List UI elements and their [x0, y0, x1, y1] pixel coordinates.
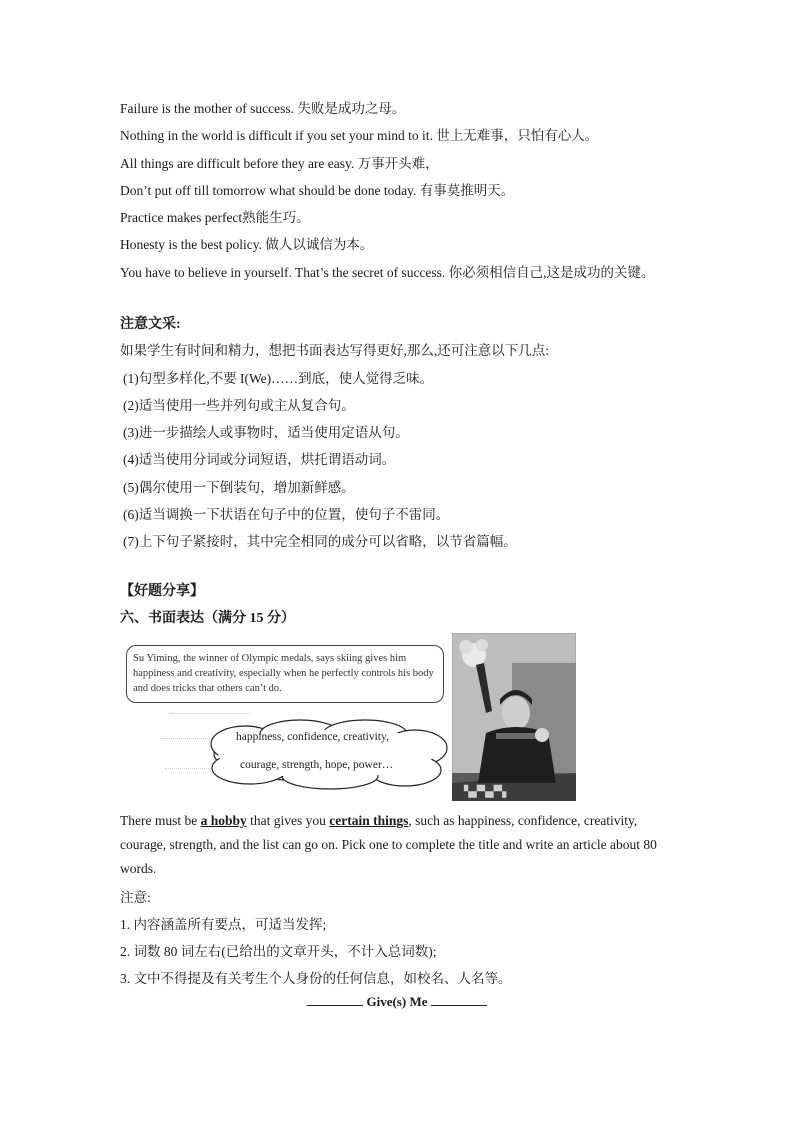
- share-heading: 【好题分享】: [120, 584, 204, 599]
- task-title: 六、书面表达（满分 15 分）: [120, 611, 295, 626]
- essay-title: [0, 993, 794, 1010]
- style-tip: (3)进一步描绘人或事物时，适当使用定语从句。: [123, 425, 409, 440]
- prompt-text: There must be: [120, 813, 201, 828]
- proverb-line: All things are difficult before they are easy. 万事开头难，: [120, 156, 439, 171]
- title-blank-right[interactable]: [431, 993, 487, 1006]
- style-tip: (6)适当调换一下状语在句子中的位置，使句子不雷同。: [123, 507, 450, 522]
- task-prompt: [120, 809, 665, 881]
- notes-heading: 注意:: [120, 890, 151, 905]
- proverb-line: Don’t put off till tomorrow what should be done today. 有事莫推明天。: [120, 183, 515, 198]
- style-tip: (7)上下句子紧接时，其中完全相同的成分可以省略，以节省篇幅。: [123, 534, 517, 549]
- proverb-line: You have to believe in yourself. That’s the secret of success. 你必须相信自己,这是成功的关键。: [120, 265, 655, 280]
- title-blank-left[interactable]: [307, 993, 363, 1006]
- proverb-line: Nothing in the world is difficult if you set your mind to it. 世上无难事，只怕有心人。: [120, 128, 599, 143]
- style-tip: (5)偶尔使用一下倒装句，增加新鲜感。: [123, 480, 355, 495]
- idea-cloud: [200, 718, 452, 790]
- prompt-keyword-hobby: a hobby: [200, 813, 247, 828]
- note-item: 2. 词数 80 词左右(已给出的文章开头，不计入总词数);: [120, 944, 437, 959]
- style-heading: 注意文采:: [120, 317, 181, 332]
- note-item: 3. 文中不得提及有关考生个人身份的任何信息，如校名、人名等。: [120, 971, 512, 986]
- cloud-words-line1: happiness, confidence, creativity,: [236, 731, 389, 743]
- cloud-words-line2: courage, strength, hope, power…: [240, 759, 394, 771]
- athlete-photo: [452, 633, 576, 801]
- proverb-line: Practice makes perfect熟能生巧。: [120, 210, 310, 225]
- faint-scan-mark: [170, 713, 250, 715]
- style-tip: (1)句型多样化,不要 I(We)……到底，使人觉得乏味。: [123, 371, 434, 386]
- prompt-text: that gives you: [246, 813, 330, 828]
- style-tip: (2)适当使用一些并列句或主从复合句。: [123, 398, 355, 413]
- style-intro: 如果学生有时间和精力，想把书面表达写得更好,那么,还可注意以下几点:: [120, 343, 549, 358]
- photo-banner-glyphs: ▚▞▚▞▚: [464, 786, 507, 798]
- note-item: 1. 内容涵盖所有要点，可适当发挥;: [120, 917, 327, 932]
- task-figure: [120, 633, 578, 803]
- proverb-line: Failure is the mother of success. 失败是成功之母。: [120, 101, 406, 116]
- essay-title-text: Give(s) Me: [366, 994, 428, 1009]
- prompt-keyword-things: certain things: [329, 813, 409, 828]
- prompt-text: , such as happiness, confidence, creativity, courage, strength, and the list can go on. Pick one to complete the title and write an article about 80 words.: [120, 813, 657, 876]
- quote-bubble: Su Yiming, the winner of Olympic medals, says skiing gives him happiness and creativity, especially when he perfectly controls his body and does tricks that others can’t do.: [126, 645, 444, 703]
- proverb-line: Honesty is the best policy. 做人以诚信为本。: [120, 237, 374, 252]
- style-tip: (4)适当使用分词或分词短语，烘托谓语动词。: [123, 452, 396, 467]
